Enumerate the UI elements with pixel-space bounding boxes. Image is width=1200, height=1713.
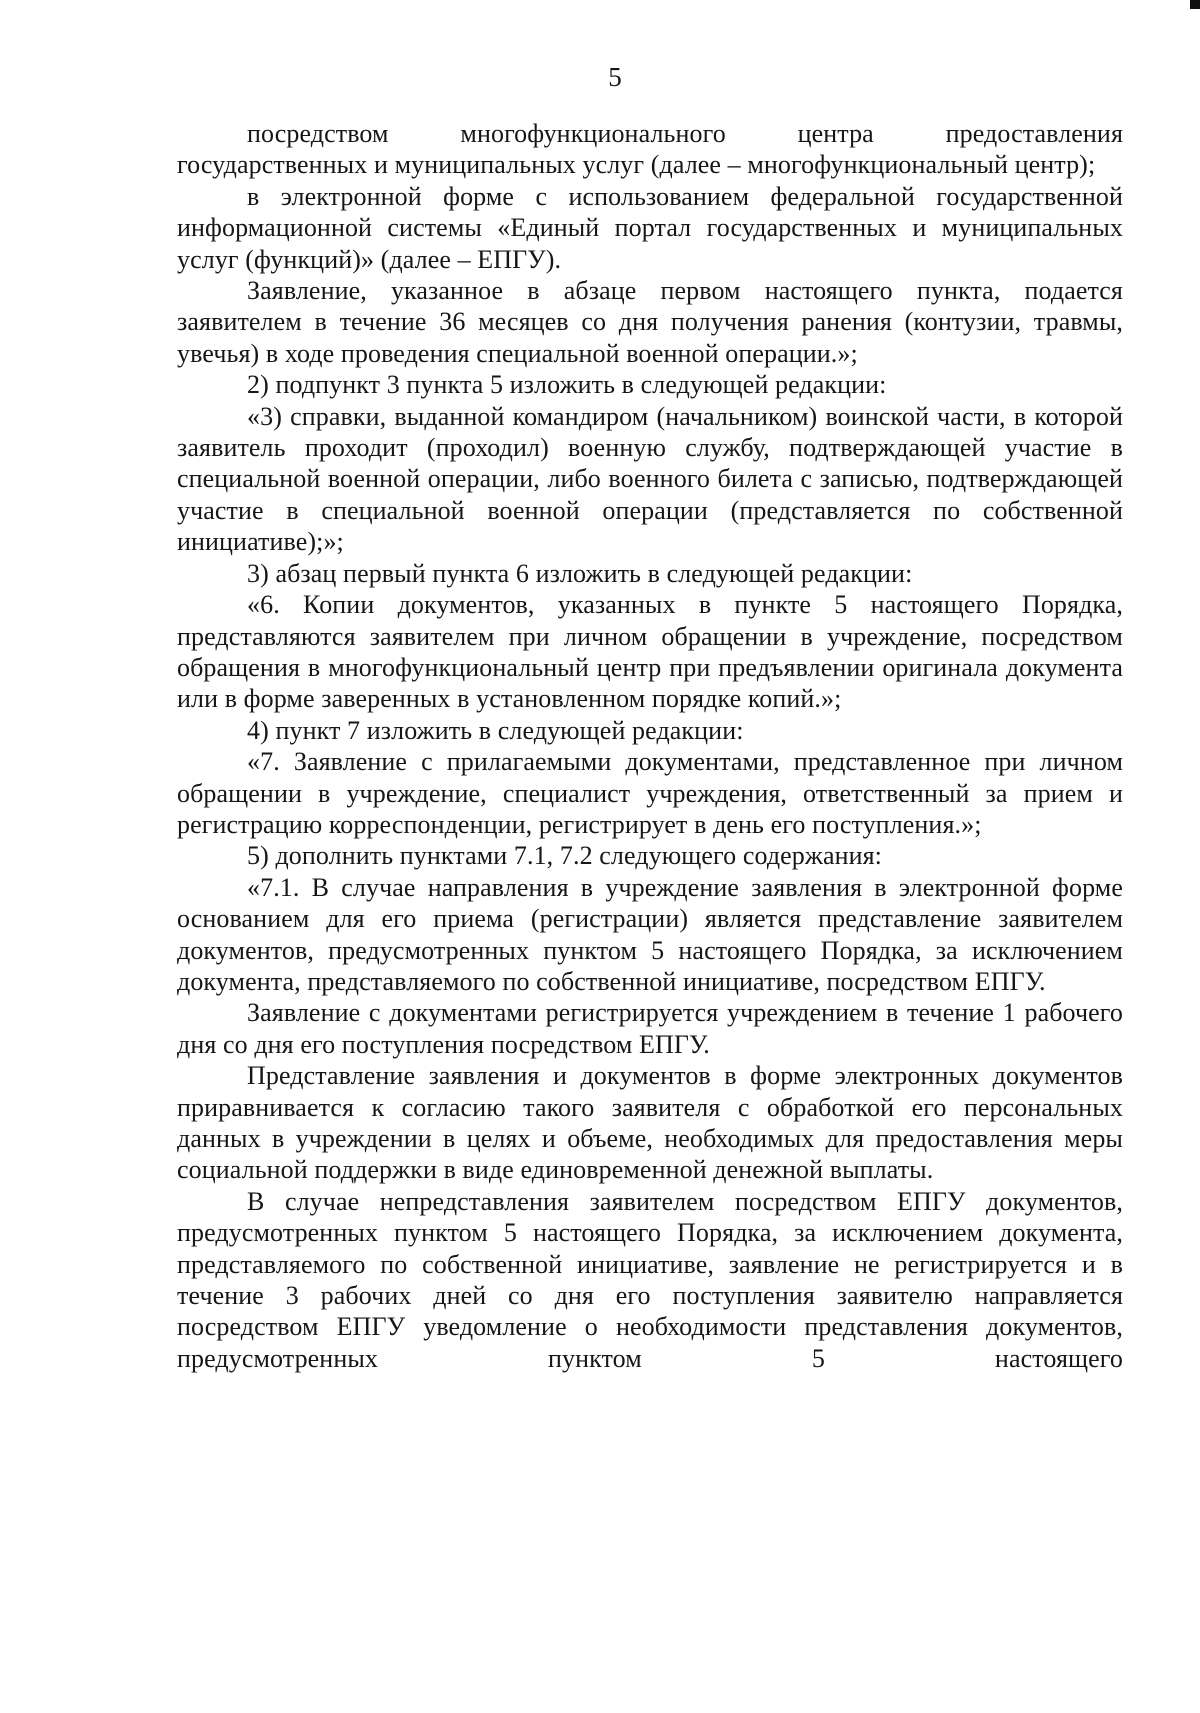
page-number: 5	[608, 62, 622, 92]
paragraph-non-submission: В случае непредставления заявителем посредством ЕПГУ документов, предусмотренных пунктом 5 настоящего Порядка, за исключением документа, представляемого по собственной инициативе, заявление не регистрируется и в течение 3 рабочих дней со дня его поступления заявителю направляется посредством ЕПГУ уведомление о необходимости представления документов, предусмотренных пунктом 5 настоящего	[177, 1186, 1123, 1373]
paragraph-electronic-form: в электронной форме с использованием федеральной государственной информационной системы «Единый портал государственных и муниципальных услуг (функций)» (далее – ЕПГУ).	[177, 181, 1123, 274]
paragraph-item-3: 3) абзац первый пункта 6 изложить в следующей редакции:	[247, 558, 913, 588]
paragraph-item-4: 4) пункт 7 изложить в следующей редакции:	[247, 715, 744, 745]
document-body	[177, 118, 1123, 1374]
paragraph-item-5: 5) дополнить пунктами 7.1, 7.2 следующего содержания:	[247, 841, 882, 871]
paragraph-registration: «7. Заявление с прилагаемыми документами, представленное при личном обращении в учреждение, специалист учреждения, ответственный за прием и регистрацию корреспонденции, регистрирует в день его поступления.»;	[177, 747, 1123, 839]
paragraph-application-deadline: Заявление, указанное в абзаце первом настоящего пункта, подается заявителем в течение 36 месяцев со дня получения ранения (контузии, травмы, увечья) в ходе проведения специальной военной операции.»;	[177, 276, 1123, 368]
paragraph-item-2: 2) подпункт 3 пункта 5 изложить в следующей редакции:	[247, 370, 887, 400]
paragraph-consent: Представление заявления и документов в форме электронных документов приравнивается к согласию такого заявителя с обработкой его персональных данных в учреждении в целях и объеме, необходимых для предоставления меры социальной поддержки в виде единовременной денежной выплаты.	[177, 1061, 1123, 1185]
paragraph-copies: «6. Копии документов, указанных в пункте 5 настоящего Порядка, представляются заявителем при личном обращении в учреждение, посредством обращения в многофункциональный центр при предъявлении оригинала документа или в форме заверенных в установленном порядке копий.»;	[177, 590, 1123, 714]
paragraph-7-1: «7.1. В случае направления в учреждение заявления в электронной форме основанием для его приема (регистрации) является представление заявителем документов, предусмотренных пунктом 5 настоящего Порядка, за исключением документа, представляемого по собственной инициативе, посредством ЕПГУ.	[177, 872, 1123, 996]
paragraph-certificate: «3) справки, выданной командиром (начальником) воинской части, в которой заявитель проходит (проходил) военную службу, подтверждающей участие в специальной военной операции, либо военного билета с записью, подтверждающей участие в специальной военной операции (представляется по собственной инициативе);»;	[177, 401, 1123, 557]
scan-corner-mark	[1190, 0, 1200, 9]
paragraph-registration-epgu: Заявление с документами регистрируется учреждением в течение 1 рабочего дня со дня его поступления посредством ЕПГУ.	[177, 998, 1123, 1059]
paragraph-mfc: посредством многофункционального центра предоставления государственных и муниципальных услуг (далее – многофункциональный центр);	[177, 119, 1123, 180]
